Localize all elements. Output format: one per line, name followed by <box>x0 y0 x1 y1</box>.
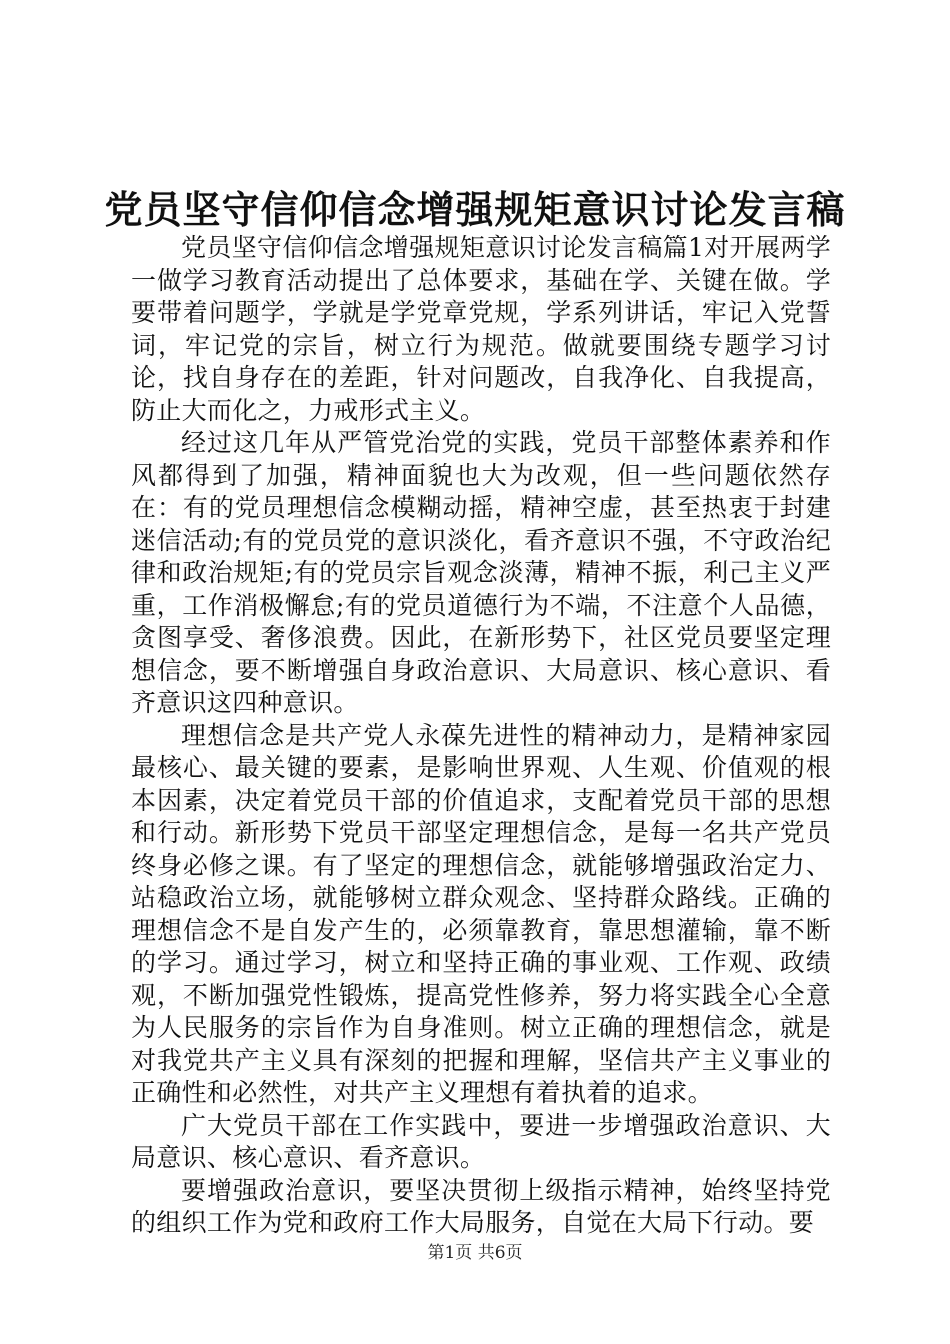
paragraph-5: 要增强政治意识，要坚决贯彻上级指示精神，始终坚持党的组织工作为党和政府工作大局服务，自觉在大局下行动。要 <box>131 1175 831 1237</box>
page-footer: 第1页 共6页 <box>427 1243 523 1263</box>
paragraph-1: 党员坚守信仰信念增强规矩意识讨论发言稿篇1对开展两学一做学习教育活动提出了总体要求，基础在学、关键在做。学要带着问题学，学就是学党章党规，学系列讲话，牢记入党誓词，牢记党的宗旨，树立行为规范。做就要围绕专题学习讨论，找自身存在的差距，针对问题改，自我净化、自我提高，防止大而化之，力戒形式主义。 <box>131 233 831 425</box>
page-title: 党员坚守信仰信念增强规矩意识讨论发言稿 <box>104 188 846 232</box>
document-body <box>131 232 831 1240</box>
paragraph-3: 理想信念是共产党人永葆先进性的精神动力，是精神家园最核心、最关键的要素，是影响世界观、人生观、价值观的根本因素，决定着党员干部的价值追求，支配着党员干部的思想和行动。新形势下党员干部坚定理想信念，是每一名共产党员终身必修之课。有了坚定的理想信念，就能够增强政治定力、站稳政治立场，就能够树立群众观念、坚持群众路线。正确的理想信念不是自发产生的，必须靠教育，靠思想灌输，靠不断的学习。通过学习，树立和坚持正确的事业观、工作观、政绩观，不断加强党性锻炼，提高党性修养，努力将实践全心全意为人民服务的宗旨作为自身准则。树立正确的理想信念，就是对我党共产主义具有深刻的把握和理解，坚信共产主义事业的正确性和必然性，对共产主义理想有着执着的追求。 <box>131 720 831 1107</box>
paragraph-4: 广大党员干部在工作实践中，要进一步增强政治意识、大局意识、核心意识、看齐意识。 <box>131 1110 831 1172</box>
paragraph-2: 经过这几年从严管党治党的实践，党员干部整体素养和作风都得到了加强，精神面貌也大为改观，但一些问题依然存在：有的党员理想信念模糊动摇，精神空虚，甚至热衷于封建迷信活动;有的党员党的意识淡化，看齐意识不强，不守政治纪律和政治规矩;有的党员宗旨观念淡薄，精神不振，利己主义严重，工作消极懈怠;有的党员道德行为不端，不注意个人品德，贪图享受、奢侈浪费。因此，在新形势下，社区党员要坚定理想信念，要不断增强自身政治意识、大局意识、核心意识、看齐意识这四种意识。 <box>131 428 831 717</box>
